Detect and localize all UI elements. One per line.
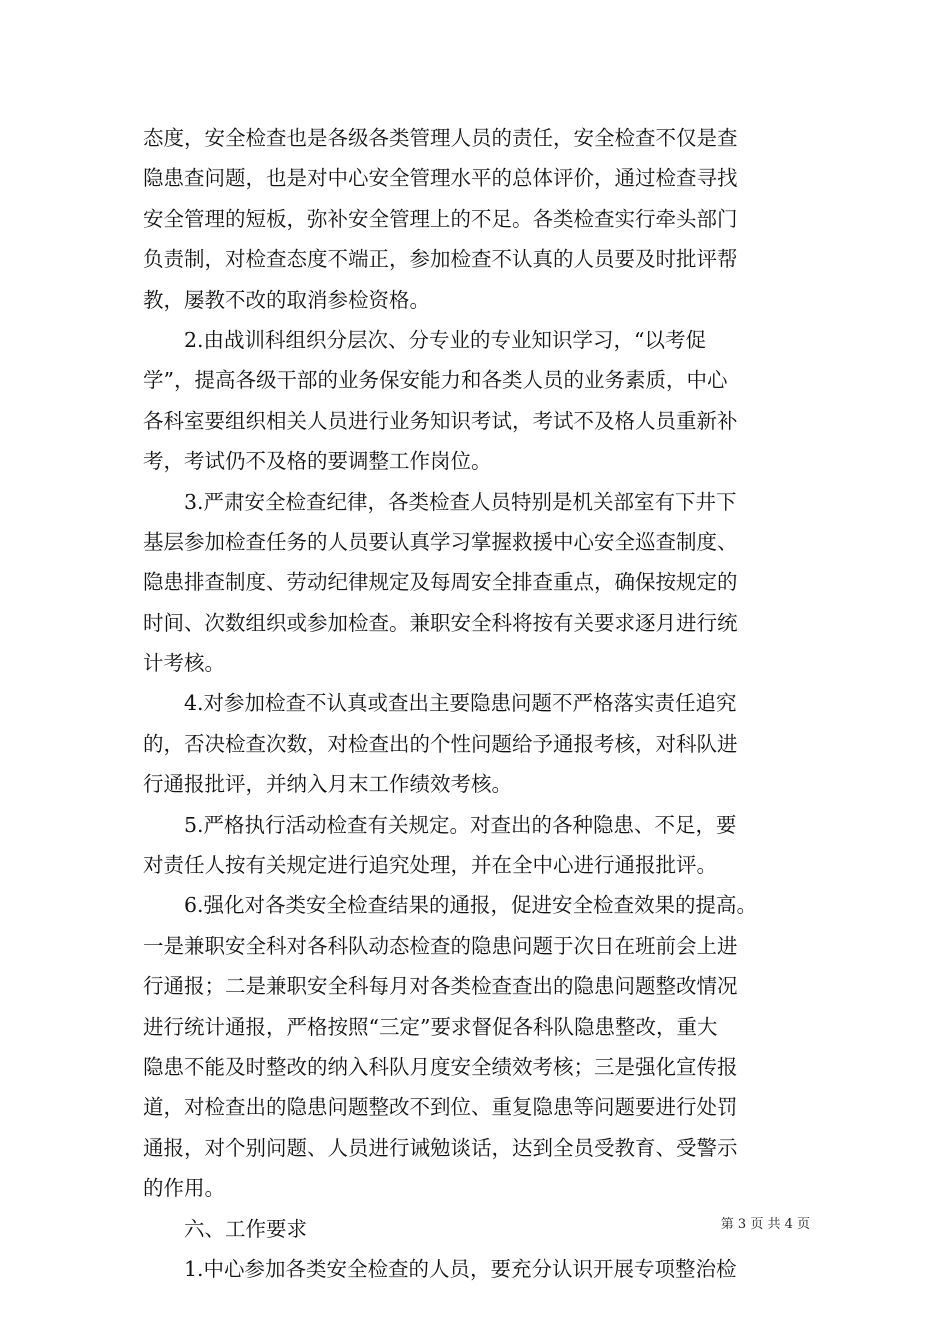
text-line: 行通报批评，并纳入月末工作绩效考核。 — [143, 772, 512, 797]
text-line: 隐患查问题，也是对中心安全管理水平的总体评价，通过检查寻找 — [143, 166, 738, 191]
text-line: 通报，对个别问题、人员进行诫勉谈话，达到全员受教育、受警示 — [143, 1135, 738, 1160]
text-line: 4.对参加检查不认真或查出主要隐患问题不严格落实责任追究 — [143, 691, 737, 716]
text-line: 的作用。 — [143, 1176, 225, 1201]
text-line: 时间、次数组织或参加检查。兼职安全科将按有关要求逐月进行统 — [143, 610, 738, 635]
text-line: 各科室要组织相关人员进行业务知识考试，考试不及格人员重新补 — [143, 408, 738, 433]
text-line: 计考核。 — [143, 651, 225, 676]
text-line: 3.严肃安全检查纪律，各类检查人员特别是机关部室有下井下 — [143, 489, 737, 514]
text-line: 负责制，对检查态度不端正，参加检查不认真的人员要及时批评帮 — [143, 247, 738, 272]
text-line: 考，考试仍不及格的要调整工作岗位。 — [143, 449, 492, 474]
text-line: 隐患不能及时整改的纳入科队月度安全绩效考核；三是强化宣传报 — [143, 1054, 738, 1079]
page-number: 第 3 页 共 4 页 — [720, 1217, 810, 1232]
body-text — [143, 118, 808, 1289]
text-line: 1.中心参加各类安全检查的人员，要充分认识开展专项整治检 — [143, 1256, 737, 1281]
text-line: 对责任人按有关规定进行追究处理，并在全中心进行通报批评。 — [143, 853, 717, 878]
text-line: 道，对检查出的隐患问题整改不到位、重复隐患等问题要进行处罚 — [143, 1095, 738, 1120]
text-line: 基层参加检查任务的人员要认真学习掌握救援中心安全巡查制度、 — [143, 529, 738, 554]
text-line: 安全管理的短板，弥补安全管理上的不足。各类检查实行牵头部门 — [143, 206, 738, 231]
text-line: 的，否决检查次数，对检查出的个性问题给予通报考核，对科队进 — [143, 731, 738, 756]
text-line: 教，屡教不改的取消参检资格。 — [143, 287, 430, 312]
section-heading: 六、工作要求 — [143, 1216, 307, 1241]
text-line: 学”，提高各级干部的业务保安能力和各类人员的业务素质，中心 — [143, 368, 728, 393]
text-line: 5.严格执行活动检查有关规定。对查出的各种隐患、不足，要 — [143, 812, 737, 837]
text-line: 隐患排查制度、劳动纪律规定及每周安全排查重点，确保按规定的 — [143, 570, 738, 595]
text-line: 2.由战训科组织分层次、分专业的专业知识学习，“以考促 — [143, 327, 707, 352]
text-line: 进行统计通报，严格按照“三定”要求督促各科队隐患整改，重大 — [143, 1014, 718, 1039]
text-line: 一是兼职安全科对各科队动态检查的隐患问题于次日在班前会上进 — [143, 933, 738, 958]
text-line: 态度，安全检查也是各级各类管理人员的责任，安全检查不仅是查 — [143, 126, 738, 150]
text-line: 行通报；二是兼职安全科每月对各类检查查出的隐患问题整改情况 — [143, 974, 738, 999]
text-line: 6.强化对各类安全检查结果的通报，促进安全检查效果的提高。 — [143, 893, 758, 918]
